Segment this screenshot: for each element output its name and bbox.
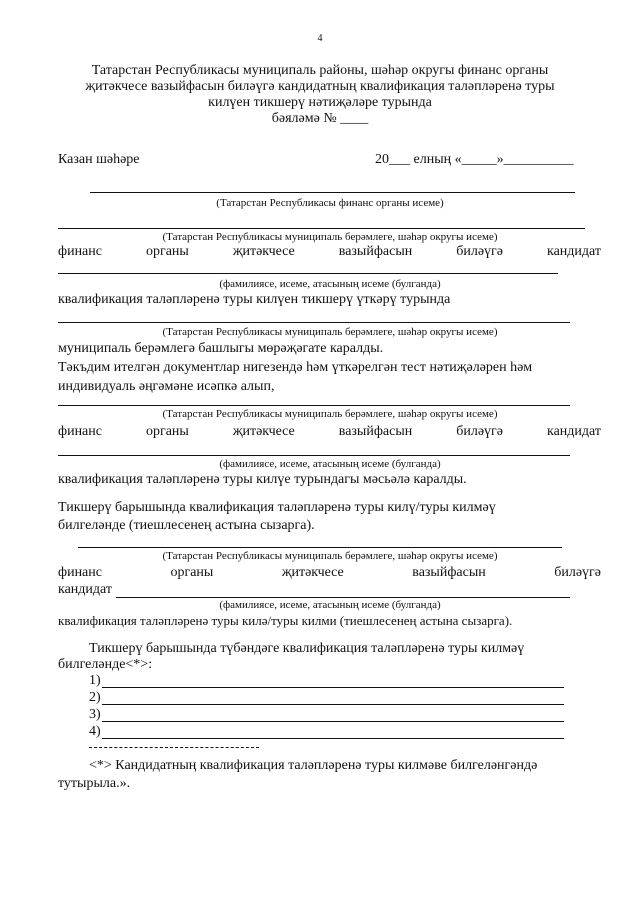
page-number: 4 — [317, 33, 323, 44]
footnote-line-2: тутырыла.». — [58, 776, 131, 791]
footnote-separator — [89, 747, 259, 748]
fio-line-1 — [58, 273, 558, 274]
list-item-3-line — [102, 721, 564, 722]
municipality-caption-4: (Татарстан Республикасы муниципаль берәмлеге, шәһәр округы исеме) — [162, 550, 498, 562]
list-item-4-number: 4) — [89, 724, 101, 739]
document-title-line-3: килүен тикшерү нәтиҗәләре турында — [208, 95, 432, 110]
fio-line-3 — [116, 597, 570, 598]
list-item-1-number: 1) — [89, 673, 101, 688]
qual-check-text: квалификация таләпләренә туры килүен тикшерү үткәрү турында — [58, 292, 451, 307]
check-text-line-1: Тикшерү барышында квалификация таләпләренә туры килү/туры килмәү — [58, 500, 496, 515]
finance-org-line — [90, 192, 575, 193]
municipality-line-3 — [58, 405, 570, 406]
candidate-label: кандидат — [58, 582, 113, 597]
qual-result-text: квалификация таләпләренә туры килә/туры килми (тиешлесенең астына сызарга). — [58, 613, 513, 628]
docs-text-line-2: индивидуаль әңгәмәне исәпкә алып, — [58, 379, 275, 394]
fio-caption-2: (фамилиясе, исеме, атасының исеме (булганда) — [219, 458, 441, 470]
municipality-caption-3: (Татарстан Республикасы муниципаль берәмлеге, шәһәр округы исеме) — [162, 408, 498, 420]
document-title-line-4: бәяләмә № ____ — [271, 111, 369, 126]
document-title-line-1: Татарстан Республикасы муниципаль районы, шәһәр округы финанс органы — [91, 63, 549, 78]
check-text-line-2: билгеләнде (тиешлесенең астына сызарга). — [58, 518, 315, 533]
finance-org-caption: (Татарстан Республикасы финанс органы исеме) — [216, 197, 444, 209]
fio-caption-1: (фамилиясе, исеме, атасының исеме (булганда) — [219, 278, 441, 290]
list-item-3-number: 3) — [89, 707, 101, 722]
document-title-line-2: җитәкчесе вазыйфасын биләүгә кандидатның квалификация таләпләренә туры — [85, 79, 555, 94]
below-text-line-2: билгеләнде<*>: — [58, 657, 153, 672]
qual-question-text: квалификация таләпләренә туры килүе турындагы мәсьәлә каралды. — [58, 472, 467, 487]
fio-line-2 — [58, 455, 570, 456]
position-row-3: финанс органы җитәкчесе вазыйфасын биләүгә — [58, 565, 601, 580]
list-item-2-number: 2) — [89, 690, 101, 705]
fio-caption-3: (фамилиясе, исеме, атасының исеме (булганда) — [219, 599, 441, 611]
municipality-line-1 — [58, 228, 585, 229]
below-text-line-1: Тикшерү барышында түбәндәге квалификация таләпләренә туры килмәү — [89, 641, 525, 656]
position-row-1: финанс органы җитәкчесе вазыйфасын биләүгә кандидат — [58, 244, 601, 259]
municipality-line-4 — [78, 547, 562, 548]
footnote-line-1: <*> Кандидатның квалификация таләпләренә туры килмәве билгеләнгәндә — [89, 758, 538, 773]
list-item-4-line — [102, 738, 564, 739]
list-item-1-line — [102, 687, 564, 688]
municipality-caption-1: (Татарстан Республикасы муниципаль берәмлеге, шәһәр округы исеме) — [162, 231, 498, 243]
issue-date: 20___ елның «_____»__________ — [375, 152, 574, 167]
place-of-issue: Казан шәһәре — [58, 152, 140, 167]
municipality-line-2 — [58, 322, 570, 323]
position-row-2: финанс органы җитәкчесе вазыйфасын биләүгә кандидат — [58, 424, 601, 439]
municipality-caption-2: (Татарстан Республикасы муниципаль берәмлеге, шәһәр округы исеме) — [162, 326, 498, 338]
municipal-head-text: муниципаль берәмлегә башлыгы мөрәҗәгате каралды. — [58, 341, 384, 356]
list-item-2-line — [102, 704, 564, 705]
docs-text-line-1: Тәкъдим ителгән документлар нигезендә һәм үткәрелгән тест нәтиҗәләрен һәм — [58, 360, 533, 375]
